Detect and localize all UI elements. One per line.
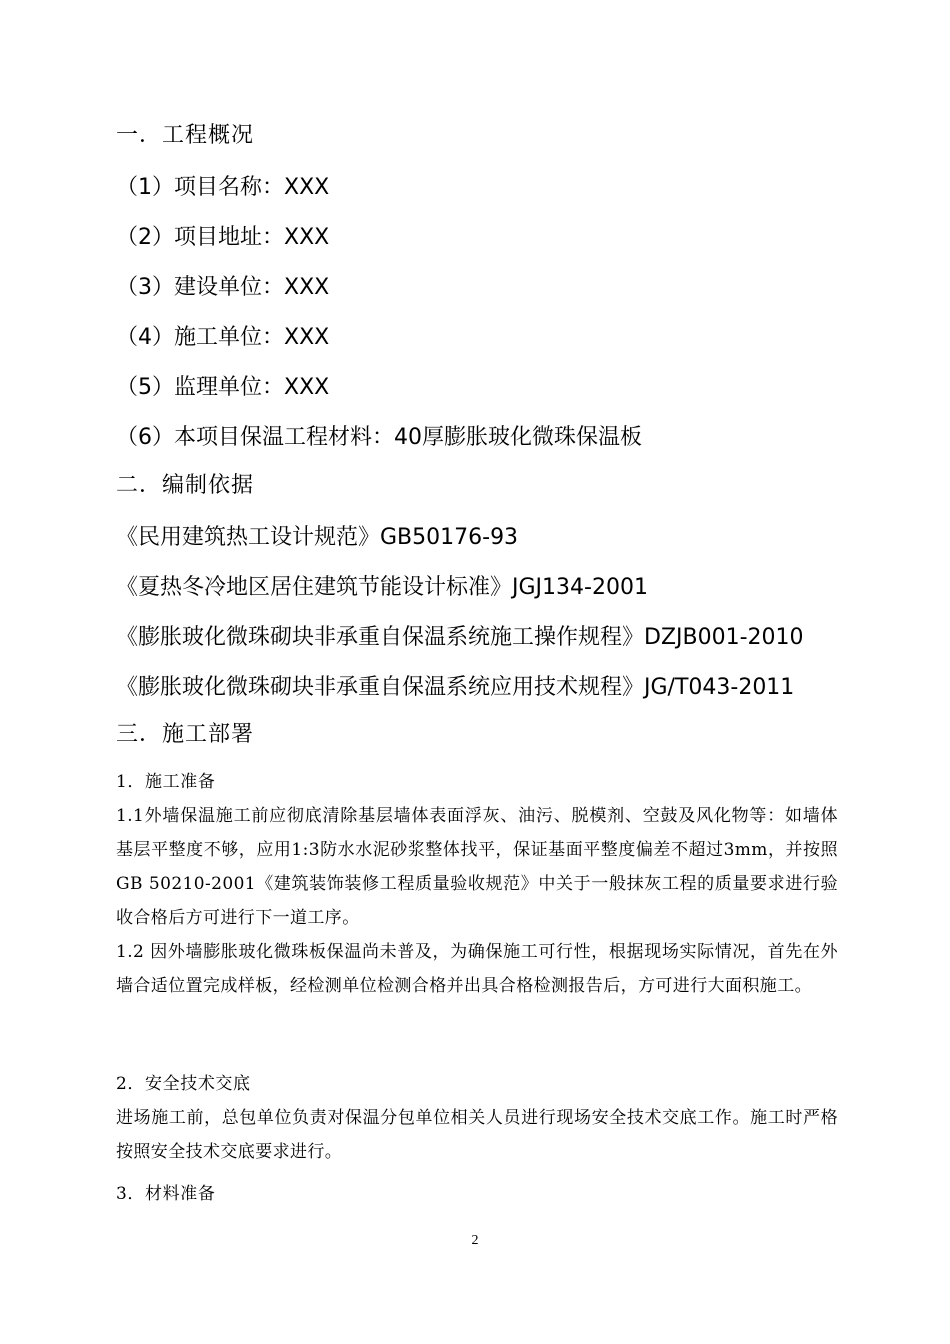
basis-item-1: 《民用建筑热工设计规范》GB50176-93	[116, 525, 519, 550]
overview-item-construction-unit: （3）建设单位：XXX	[116, 275, 330, 300]
subsection-title-preparation: 1．施工准备	[116, 772, 216, 792]
page-number: 2	[471, 1233, 479, 1248]
paragraph-1-1: 1.1外墙保温施工前应彻底清除基层墙体表面浮灰、油污、脱模剂、空鼓及风化物等：如墙体基层平整度不够，应用1:3防水水泥砂浆整体找平，保证基面平整度偏差不超过3mm，并按照GB 50210-2001《建筑装饰装修工程质量验收规范》中关于一般抹灰工程的质量要求进行验收合格后方可进行下一道工序。	[116, 806, 838, 928]
basis-item-2: 《夏热冬冷地区居住建筑节能设计标准》JGJ134-2001	[116, 575, 648, 600]
subsection-title-safety: 2．安全技术交底	[116, 1074, 251, 1094]
basis-item-3: 《膨胀玻化微珠砌块非承重自保温系统施工操作规程》DZJB001-2010	[116, 625, 804, 650]
subsection-title-materials: 3．材料准备	[116, 1184, 216, 1204]
overview-item-project-name: （1）项目名称：XXX	[116, 175, 330, 200]
paragraph-safety: 进场施工前，总包单位负责对保温分包单位相关人员进行现场安全技术交底工作。施工时严格按照安全技术交底要求进行。	[116, 1108, 838, 1162]
overview-item-project-address: （2）项目地址：XXX	[116, 225, 330, 250]
overview-item-material: （6）本项目保温工程材料：40厚膨胀玻化微珠保温板	[116, 425, 642, 450]
paragraph-1-2: 1.2 因外墙膨胀玻化微珠板保温尚未普及，为确保施工可行性，根据现场实际情况，首先在外墙合适位置完成样板，经检测单位检测合格并出具合格检测报告后，方可进行大面积施工。	[116, 942, 838, 996]
section-heading-overview: 一．工程概况	[116, 123, 255, 148]
section-heading-deployment: 三．施工部署	[116, 722, 255, 747]
overview-item-contractor: （4）施工单位：XXX	[116, 325, 330, 350]
section-heading-basis: 二．编制依据	[116, 473, 255, 498]
basis-item-4: 《膨胀玻化微珠砌块非承重自保温系统应用技术规程》JG/T043-2011	[116, 675, 795, 700]
overview-item-supervisor: （5）监理单位：XXX	[116, 375, 330, 400]
